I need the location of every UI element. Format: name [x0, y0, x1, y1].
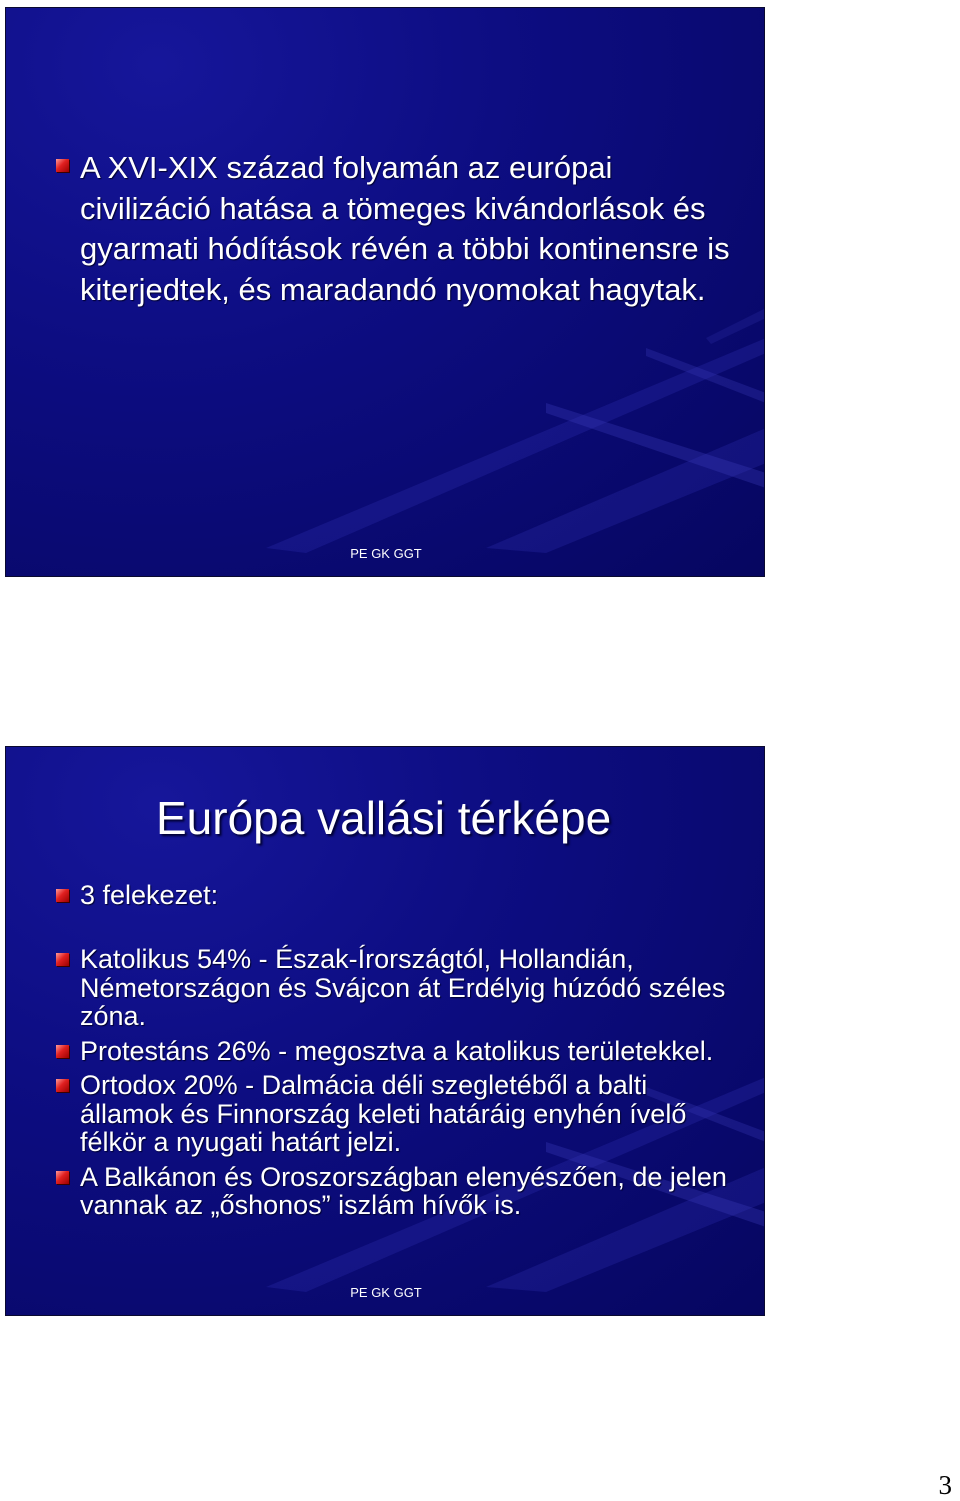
list-item: [6, 148, 746, 310]
bullet-icon: [56, 1079, 69, 1092]
bullet-icon: [56, 889, 69, 902]
list-item: [6, 1037, 746, 1066]
bullet-icon: [56, 159, 69, 172]
bullet-text: 3 felekezet:: [80, 880, 219, 910]
slide-title: Európa vallási térképe: [156, 792, 612, 844]
slide-2: [5, 746, 765, 1316]
bullet-icon: [56, 953, 69, 966]
slide-2-intro: [6, 879, 746, 911]
bullet-text: Katolikus 54% - Észak-Írországtól, Hollandián, Németországon és Svájcon át Erdélyig húzódó széles zóna.: [80, 944, 726, 1031]
list-item: [6, 1163, 746, 1220]
slide-1-bullet-list: [6, 148, 746, 310]
slide-footer: PE GK GGT: [350, 1285, 422, 1300]
slide-1: [5, 7, 765, 577]
slide-2-bullet-list: [6, 945, 746, 1226]
bullet-icon: [56, 1171, 69, 1184]
page-number: 3: [938, 1470, 952, 1500]
bullet-text: Ortodox 20% - Dalmácia déli szegletéből a balti államok és Finnország keleti határáig enyhén ívelő félkör a nyugati határt jelzi.: [80, 1070, 687, 1157]
bullet-icon: [56, 1045, 69, 1058]
slide-footer: PE GK GGT: [350, 546, 422, 561]
list-item: [6, 945, 746, 1031]
list-item: [6, 879, 746, 911]
bullet-text: Protestáns 26% - megosztva a katolikus területekkel.: [80, 1035, 714, 1066]
bullet-text: A Balkánon és Oroszországban elenyészően, de jelen vannak az „őshonos” iszlám hívők is.: [80, 1161, 727, 1220]
list-item: [6, 1071, 746, 1157]
bullet-text: A XVI-XIX század folyamán az európai civilizáció hatása a tömeges kivándorlások és gyarmati hódítások révén a többi kontinensre is kiterjedtek, és maradandó nyomokat hagytak.: [80, 150, 730, 307]
